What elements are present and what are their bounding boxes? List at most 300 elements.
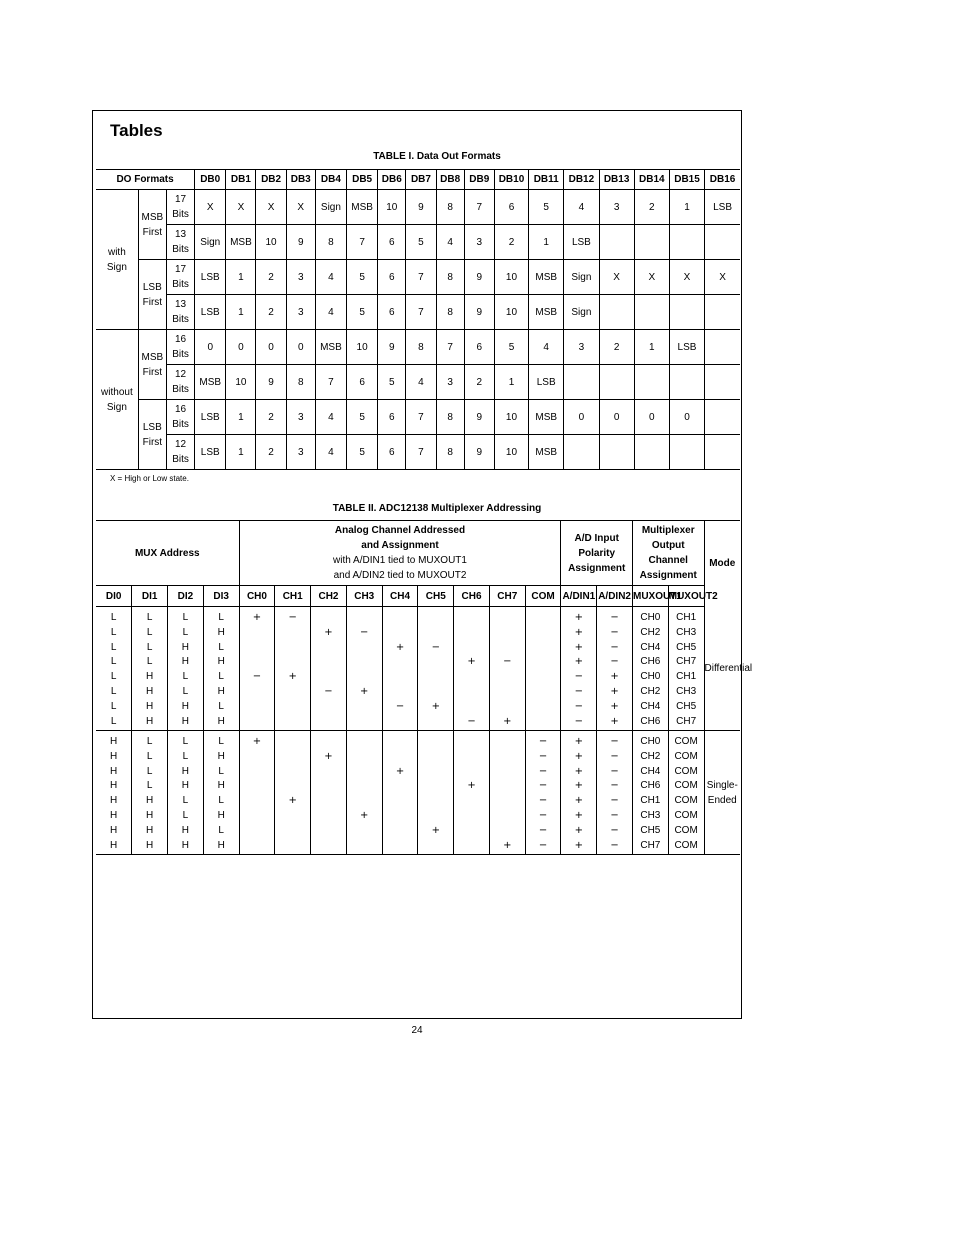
table-cell: LSB [195,400,226,435]
table-cell: 9 [464,295,494,330]
table-cell: 8 [436,295,464,330]
table-cell: 5 [378,365,406,400]
cell-value: CH2 [640,685,661,697]
column-header: DI2 [168,586,204,607]
table-cell: 5 [406,225,436,260]
cell-value: L [218,671,224,683]
table-cell: LSB [564,225,599,260]
cell-value: CH3 [640,809,661,821]
cell-value: L [182,612,189,623]
cell-value: CH7 [676,715,697,727]
table-cell: 4 [406,365,436,400]
table-cell: 9 [406,190,436,225]
cell-value: COM [674,824,698,836]
column-header: DB10 [494,170,528,190]
cell-value: − [610,765,619,777]
table-cell: 10 [256,225,286,260]
table-column-cell [525,731,561,855]
bits-label: 16 Bits [166,400,194,435]
cell-value: CH3 [676,685,697,697]
table-cell: 6 [378,400,406,435]
table-column-cell [454,731,490,855]
cell-value: L [218,736,224,747]
table-cell: 6 [464,330,494,365]
cell-value: COM [674,780,698,792]
table-column-cell [311,731,347,855]
table-cell: MSB [195,365,226,400]
table-cell: 8 [286,365,315,400]
cell-value: COM [674,795,698,807]
cell-value: + [574,750,584,762]
cell-value: COM [674,839,698,851]
table-cell: X [669,260,704,295]
cell-value: H [181,715,190,727]
cell-value: COM [674,765,698,777]
cell-value: − [610,824,619,836]
column-header: DB4 [315,170,346,190]
cell-value: − [574,671,584,683]
cell-value: CH7 [676,656,697,668]
cell-value: H [146,809,154,821]
cell-value: + [574,736,584,747]
column-header: MUXOUT2 [668,586,704,607]
column-header: CH1 [275,586,311,607]
table-cell: 2 [256,260,286,295]
table-column-cell [275,731,311,855]
table-cell: 5 [347,260,378,295]
cell-value: CH4 [640,765,661,777]
table-cell: 1 [226,295,256,330]
column-header: COM [525,586,561,607]
cell-value: − [538,765,548,777]
cell-value: H [110,780,118,792]
table-cell: 6 [494,190,528,225]
cell-value: L [182,736,189,747]
table1-caption: TABLE I. Data Out Formats [373,151,501,162]
cell-value: CH6 [640,656,661,668]
cell-value: + [574,641,584,653]
cell-value: L [146,750,153,762]
table-cell: 10 [494,295,528,330]
table-column-cell [561,607,597,731]
column-header: A/DIN1 [561,586,597,607]
table-cell: 2 [256,295,286,330]
table-cell: 4 [529,330,564,365]
bits-label: 17 Bits [166,260,194,295]
muxout-header: Multiplexer Output Channel Assignment [632,521,704,586]
table-cell: 9 [256,365,286,400]
table-cell: Sign [564,260,599,295]
cell-value: CH5 [676,641,697,653]
cell-value: CH1 [676,612,697,623]
cell-value: H [217,626,225,638]
table-cell: 7 [464,190,494,225]
table-cell: 3 [436,365,464,400]
table-cell: 5 [494,330,528,365]
table-cell [599,295,634,330]
column-header: DI0 [96,586,132,607]
table-row [96,330,740,365]
cell-value: L [110,626,117,638]
column-header: CH6 [454,586,490,607]
column-header: DB15 [669,170,704,190]
cell-value: H [146,700,154,712]
cell-value: − [538,736,548,747]
cell-value: L [182,685,189,697]
cell-value: CH7 [640,839,661,851]
table-cell: 0 [256,330,286,365]
table-cell [705,400,740,435]
table-cell: Sign [315,190,346,225]
cell-value: L [146,736,153,747]
cell-value: + [574,824,584,836]
cell-value: L [218,795,224,807]
table-row [96,400,740,435]
cell-value: L [110,685,117,697]
table-cell: 6 [378,295,406,330]
column-header: CH5 [418,586,454,607]
table-cell: 5 [347,435,378,470]
table-cell: 8 [315,225,346,260]
table-column-cell [275,607,311,731]
table-row [96,225,740,260]
table-cell: 1 [226,400,256,435]
cell-value: H [217,809,225,821]
table-cell: 3 [286,260,315,295]
cell-value: H [217,715,225,727]
table-cell: 3 [286,400,315,435]
cell-value: L [182,750,189,762]
cell-value: + [252,736,262,747]
cell-value: CH5 [640,824,661,836]
table-cell: Sign [195,225,226,260]
cell-value: + [288,671,297,683]
cell-value: − [574,700,584,712]
table-cell: 8 [436,435,464,470]
column-header: CH3 [346,586,382,607]
mode-header: Mode [704,521,740,607]
column-header: DB13 [599,170,634,190]
table-cell: 0 [669,400,704,435]
cell-value: + [503,715,512,727]
table-cell: 3 [286,295,315,330]
table-column-cell [597,731,633,855]
table-cell: 5 [529,190,564,225]
table-cell [634,365,669,400]
table-cell: 8 [436,190,464,225]
table-cell: 0 [195,330,226,365]
cell-value: + [574,612,584,623]
cell-value: H [181,839,190,851]
table-cell [599,365,634,400]
cell-value: L [110,641,117,653]
column-header: DB9 [464,170,494,190]
table-column-cell [96,607,132,731]
column-header: DB2 [256,170,286,190]
cell-value: L [182,671,189,683]
table-cell: 10 [494,435,528,470]
table-cell [564,365,599,400]
cell-value: − [574,715,584,727]
cell-value: CH4 [640,641,661,653]
table-cell: MSB [315,330,346,365]
table-column-cell [96,731,132,855]
table-cell: 2 [256,435,286,470]
table-row [96,365,740,400]
table-cell: 10 [494,260,528,295]
table-cell: 2 [464,365,494,400]
cell-value: H [146,715,154,727]
cell-value: CH3 [676,626,697,638]
cell-value: L [146,641,153,653]
table-row [96,190,740,225]
table-cell: 4 [315,435,346,470]
table-column-cell [203,607,239,731]
table-cell: Sign [564,295,599,330]
do-formats-header: DO Formats [96,170,195,190]
cell-value: + [610,715,619,727]
cell-value: L [110,715,117,727]
table-cell: LSB [705,190,740,225]
table-cell: LSB [669,330,704,365]
cell-value: + [503,839,512,851]
cell-value: H [110,824,118,836]
table-column-cell [525,607,561,731]
table-cell: 3 [564,330,599,365]
table-cell: 6 [378,260,406,295]
bits-label: 12 Bits [166,365,194,400]
column-header: DB14 [634,170,669,190]
column-header: CH7 [489,586,525,607]
cell-value: + [467,656,476,668]
cell-value: − [610,641,619,653]
table-cell: 9 [464,260,494,295]
table-cell: 1 [494,365,528,400]
cell-value: H [146,795,154,807]
cell-value: − [538,795,548,807]
bits-label: 13 Bits [166,225,194,260]
table-column-cell [168,607,204,731]
cell-value: + [360,685,369,697]
cell-value: H [181,700,190,712]
table-cell: 7 [406,295,436,330]
table-cell: X [195,190,226,225]
table-cell: MSB [226,225,256,260]
table-cell [705,225,740,260]
table-cell: 2 [634,190,669,225]
cell-value: − [288,612,297,623]
order-group-label: LSB First [138,400,166,470]
cell-value: H [181,824,190,836]
table-column-cell [668,607,704,731]
cell-value: L [110,671,117,683]
cell-value: L [146,612,153,623]
table-row [96,295,740,330]
table-cell [705,295,740,330]
table-cell: 0 [634,400,669,435]
bits-label: 16 Bits [166,330,194,365]
bits-label: 17 Bits [166,190,194,225]
cell-value: L [182,809,189,821]
column-header: DB1 [226,170,256,190]
table-column-cell [668,731,704,855]
cell-value: − [610,809,619,821]
cell-value: CH1 [640,795,661,807]
table-cell: LSB [195,295,226,330]
cell-value: L [146,765,153,777]
cell-value: + [610,700,619,712]
page-number: 24 [411,1025,423,1036]
cell-value: L [218,824,224,836]
table-cell: 2 [494,225,528,260]
table-column-cell [454,607,490,731]
cell-value: H [217,685,225,697]
table-cell [705,330,740,365]
table-cell [669,225,704,260]
cell-value: + [574,626,584,638]
cell-value: H [217,750,225,762]
cell-value: CH0 [640,671,661,683]
cell-value: + [395,641,405,653]
table-cell [599,435,634,470]
table-column-cell [132,607,168,731]
cell-value: + [574,839,584,851]
table-cell: 3 [286,435,315,470]
cell-value: H [110,839,118,851]
table-cell: X [226,190,256,225]
table-cell: 1 [634,330,669,365]
cell-value: H [217,780,225,792]
table-column-cell [168,731,204,855]
table-column-cell [597,607,633,731]
order-group-label: MSB First [138,190,166,260]
cell-value: − [610,736,619,747]
cell-value: H [110,795,118,807]
cell-value: + [574,795,584,807]
cell-value: H [181,765,190,777]
column-header: DB16 [705,170,740,190]
cell-value: − [467,715,476,727]
table-cell: 9 [286,225,315,260]
column-header: DB0 [195,170,226,190]
table-cell [705,365,740,400]
cell-value: H [146,671,154,683]
table-column-cell [382,607,418,731]
table-cell: LSB [195,435,226,470]
table-column-cell [346,731,382,855]
column-header: CH4 [382,586,418,607]
cell-value: CH4 [640,700,661,712]
cell-value: + [574,765,584,777]
table-cell: 10 [494,400,528,435]
table-column-cell [132,731,168,855]
table-cell: 0 [599,400,634,435]
table-group-row [96,731,740,855]
table-cell: MSB [529,435,564,470]
table-cell [599,225,634,260]
cell-value: − [252,671,262,683]
column-header: A/DIN2 [597,586,633,607]
table-cell [634,225,669,260]
column-header: CH2 [311,586,347,607]
table-cell: X [634,260,669,295]
cell-value: − [538,780,548,792]
table-cell: 10 [347,330,378,365]
column-header: MUXOUT1 [632,586,668,607]
table-cell: 10 [226,365,256,400]
cell-value: − [324,685,333,697]
cell-value: H [146,685,154,697]
table-column-cell [632,607,668,731]
table-cell: 2 [256,400,286,435]
table-cell [705,435,740,470]
table-column-cell [632,731,668,855]
cell-value: − [395,700,405,712]
cell-value: − [610,780,619,792]
table-cell: 9 [464,435,494,470]
cell-value: − [538,750,548,762]
cell-value: H [110,765,118,777]
mode-cell: Single-Ended [704,731,740,855]
table-cell: 5 [347,400,378,435]
table-column-cell [489,607,525,731]
cell-value: + [360,809,369,821]
table-cell: 9 [378,330,406,365]
table-column-cell [418,731,454,855]
cell-value: + [395,765,405,777]
table-cell: 1 [226,435,256,470]
table-column-cell [489,731,525,855]
cell-value: H [181,780,190,792]
table-column-cell [203,731,239,855]
table-cell: 8 [436,260,464,295]
cell-value: CH0 [640,736,661,747]
cell-value: COM [674,809,698,821]
cell-value: + [252,612,262,623]
cell-value: H [217,656,225,668]
mux-address-header: MUX Address [96,521,239,586]
cell-value: − [610,839,619,851]
cell-value: + [574,809,584,821]
column-header: CH0 [239,586,275,607]
table-cell: 1 [669,190,704,225]
table-cell: 1 [529,225,564,260]
cell-value: CH6 [640,780,661,792]
cell-value: − [610,795,619,807]
table1-footnote: X = High or Low state. [110,474,189,483]
cell-value: L [146,780,153,792]
column-header: DI1 [132,586,168,607]
cell-value: − [503,656,512,668]
table-cell: 5 [347,295,378,330]
column-header: DB3 [286,170,315,190]
table-cell: LSB [529,365,564,400]
table-row [96,260,740,295]
table-cell: X [256,190,286,225]
table-cell: 7 [406,260,436,295]
table-cell: 7 [406,400,436,435]
table-cell: 0 [286,330,315,365]
table-cell [634,435,669,470]
cell-value: L [146,656,153,668]
cell-value: H [146,824,154,836]
analog-channel-header: Analog Channel Addressed and Assignment with A/DIN1 tied to MUXOUT1 and A/DIN2 tied to MUXOUT2 [239,521,561,586]
table-cell: 9 [464,400,494,435]
sign-group-label: without Sign [96,330,138,470]
cell-value: CH1 [676,671,697,683]
table-cell: 0 [564,400,599,435]
table-cell: MSB [529,295,564,330]
